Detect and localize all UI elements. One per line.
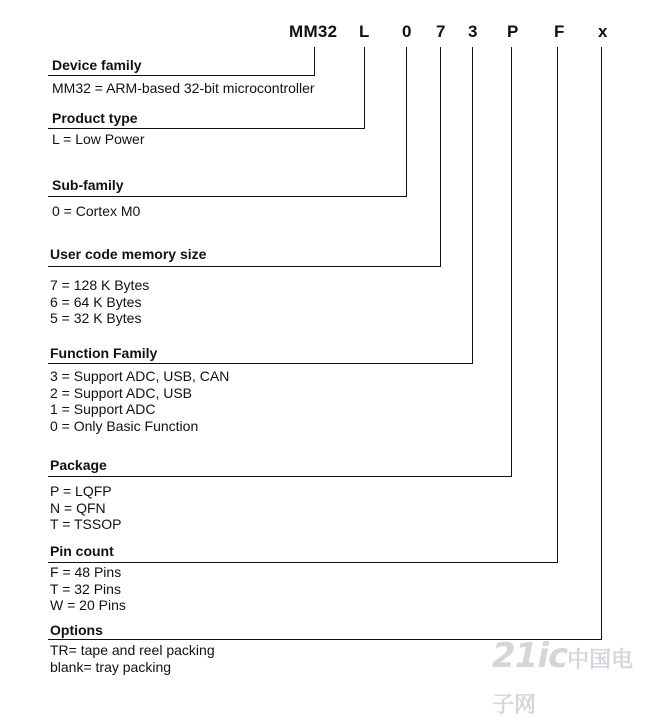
desc-line: T = 32 Pins bbox=[50, 580, 121, 597]
connector-device-family bbox=[314, 47, 315, 75]
desc-line: 5 = 32 K Bytes bbox=[50, 310, 142, 326]
desc-line: 6 = 64 K Bytes bbox=[50, 293, 142, 310]
connector-options bbox=[601, 47, 602, 639]
heading-options: Options bbox=[50, 622, 103, 638]
code-product-type: L bbox=[359, 22, 370, 41]
desc-line: 0 = Only Basic Function bbox=[50, 417, 199, 434]
divider-memory-size bbox=[48, 266, 441, 267]
heading-memory-size: User code memory size bbox=[50, 246, 207, 262]
code-sub-family: 0 bbox=[402, 22, 412, 41]
desc-function-family bbox=[50, 368, 229, 434]
desc-line: TR= tape and reel packing bbox=[50, 642, 215, 658]
heading-device-family: Device family bbox=[52, 57, 142, 73]
desc-line: 7 = 128 K Bytes bbox=[50, 277, 150, 293]
desc-device-family bbox=[52, 80, 315, 97]
desc-options bbox=[50, 642, 215, 675]
code-prefix: MM32 bbox=[289, 22, 338, 41]
code-options: x bbox=[598, 22, 608, 41]
divider-product-type bbox=[48, 128, 365, 129]
desc-line: 0 = Cortex M0 bbox=[52, 203, 141, 219]
watermark-latin: 21ic bbox=[492, 636, 568, 676]
desc-pin-count bbox=[50, 564, 126, 614]
heading-pin-count: Pin count bbox=[50, 543, 114, 559]
desc-product-type bbox=[52, 131, 144, 148]
watermark-logo bbox=[492, 636, 652, 726]
heading-sub-family: Sub-family bbox=[52, 177, 124, 193]
desc-memory-size bbox=[50, 277, 149, 327]
connector-package bbox=[511, 47, 512, 476]
desc-line: 1 = Support ADC bbox=[50, 401, 156, 417]
desc-line: F = 48 Pins bbox=[50, 564, 122, 580]
desc-line: T = TSSOP bbox=[50, 516, 122, 532]
desc-sub-family bbox=[52, 203, 140, 220]
divider-device-family bbox=[48, 75, 315, 76]
connector-function-family bbox=[472, 47, 473, 363]
desc-line: N = QFN bbox=[50, 499, 106, 516]
connector-sub-family bbox=[406, 47, 407, 196]
desc-package bbox=[50, 483, 121, 533]
code-function-family: 3 bbox=[468, 22, 478, 41]
desc-line: P = LQFP bbox=[50, 483, 112, 499]
heading-function-family: Function Family bbox=[50, 345, 158, 361]
watermark-chinese: 中国电子网 bbox=[492, 648, 634, 718]
code-memory-size: 7 bbox=[436, 22, 446, 41]
divider-package bbox=[48, 476, 512, 477]
divider-sub-family bbox=[48, 196, 407, 197]
heading-product-type: Product type bbox=[52, 110, 138, 126]
code-package: P bbox=[507, 22, 519, 41]
divider-pin-count bbox=[48, 562, 558, 563]
desc-line: 3 = Support ADC, USB, CAN bbox=[50, 368, 230, 384]
connector-pin-count bbox=[557, 47, 558, 562]
connector-product-type bbox=[364, 47, 365, 128]
heading-package: Package bbox=[50, 457, 107, 473]
desc-line: blank= tray packing bbox=[50, 658, 172, 675]
code-pin-count: F bbox=[554, 22, 565, 41]
desc-line: W = 20 Pins bbox=[50, 597, 126, 613]
connector-memory-size bbox=[440, 47, 441, 266]
divider-function-family bbox=[48, 363, 473, 364]
desc-line: 2 = Support ADC, USB bbox=[50, 384, 193, 401]
desc-line: L = Low Power bbox=[52, 131, 145, 147]
desc-line: MM32 = ARM-based 32-bit microcontroller bbox=[52, 80, 315, 96]
